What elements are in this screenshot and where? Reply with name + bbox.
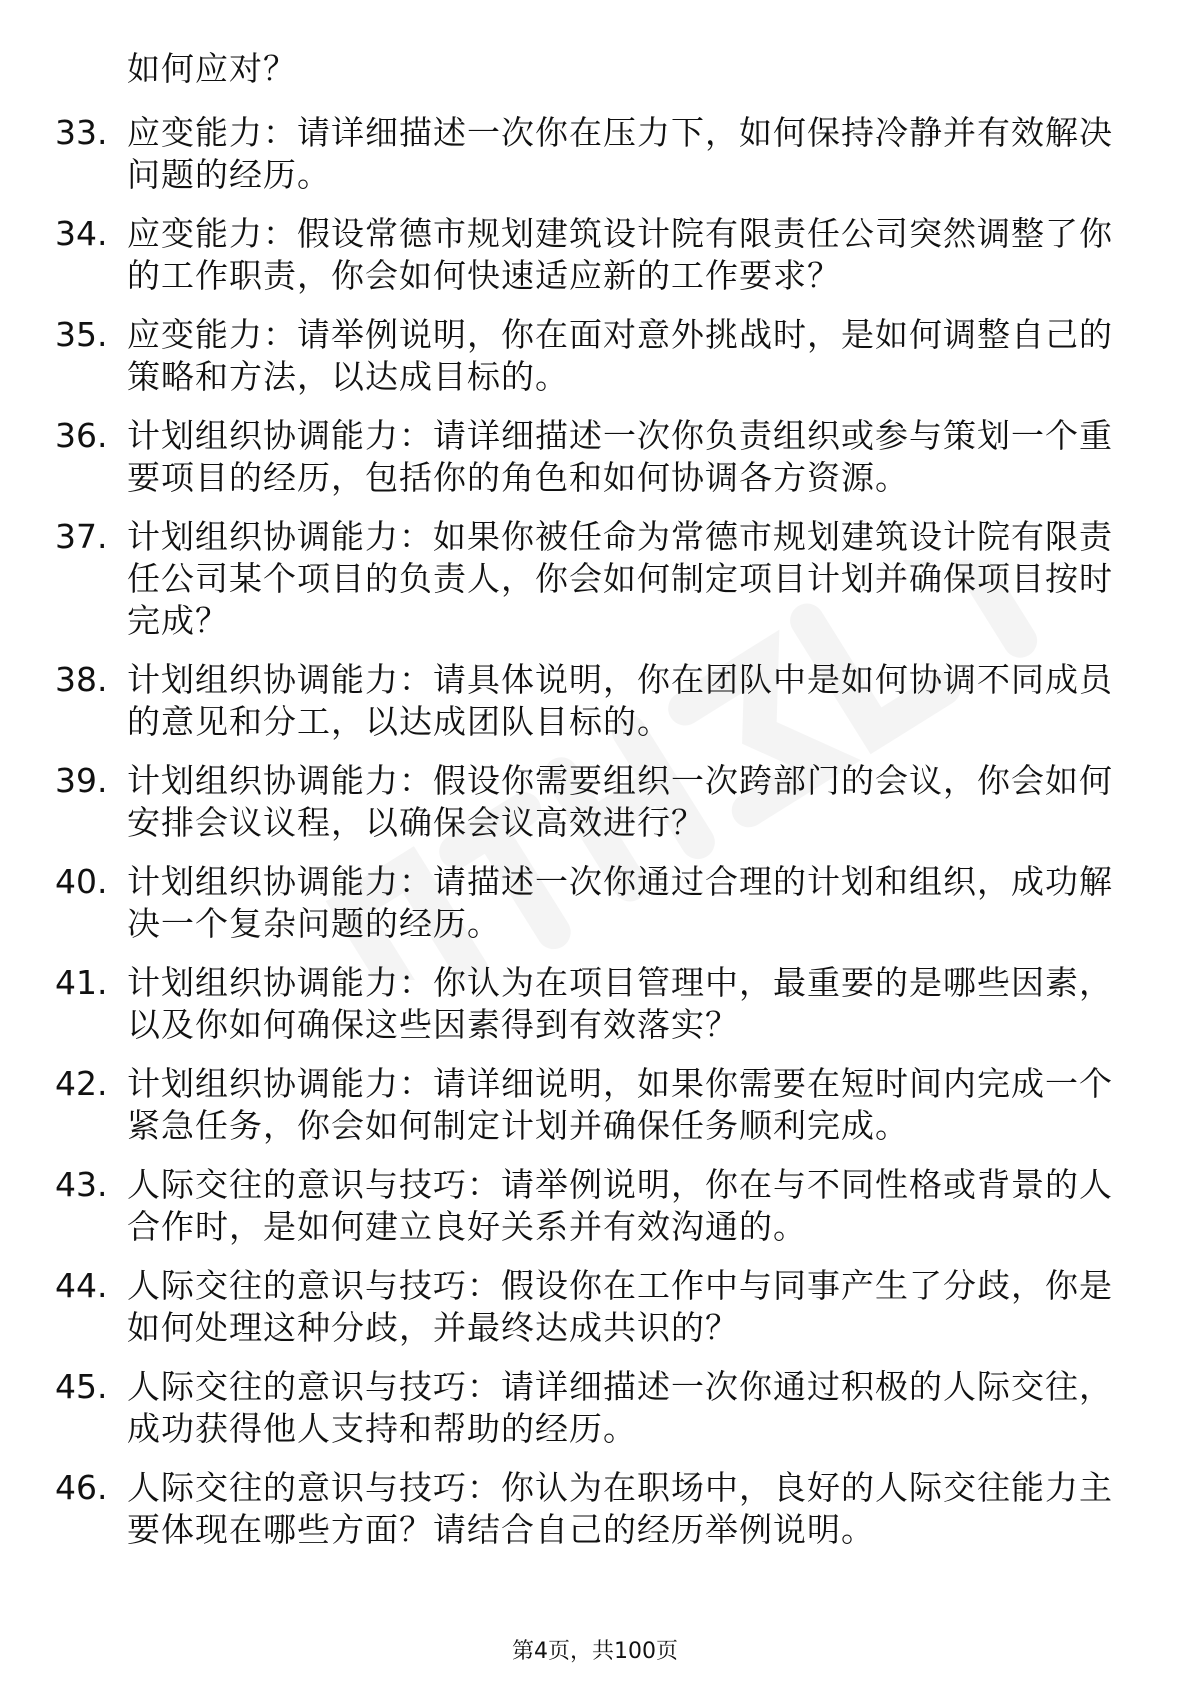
question-item (0, 1164, 1190, 1248)
question-text: 计划组织协调能力：假设你需要组织一次跨部门的会议，你会如何安排会议议程，以确保会议高效进行？ (127, 761, 1113, 842)
question-text: 计划组织协调能力：如果你被任命为常德市规划建筑设计院有限责任公司某个项目的负责人，你会如何制定项目计划并确保项目按时完成？ (127, 517, 1113, 640)
question-text: 人际交往的意识与技巧：请详细描述一次你通过积极的人际交往，成功获得他人支持和帮助的经历。 (127, 1367, 1113, 1448)
question-item (0, 962, 1190, 1046)
question-number: 46. (55, 1468, 108, 1507)
question-text: 应变能力：请举例说明，你在面对意外挑战时，是如何调整自己的策略和方法，以达成目标的。 (127, 315, 1113, 396)
question-text: 人际交往的意识与技巧：你认为在职场中，良好的人际交往能力主要体现在哪些方面？请结合自己的经历举例说明。 (127, 1468, 1113, 1549)
question-item (0, 213, 1190, 297)
question-item (0, 415, 1190, 499)
question-number: 34. (55, 214, 108, 253)
question-number: 35. (55, 315, 108, 354)
question-number: 43. (55, 1165, 108, 1204)
question-item (0, 1063, 1190, 1147)
question-text: 计划组织协调能力：请具体说明，你在团队中是如何协调不同成员的意见和分工，以达成团队目标的。 (127, 660, 1113, 741)
question-item (0, 1366, 1190, 1450)
question-item (0, 516, 1190, 642)
question-number: 44. (55, 1266, 108, 1305)
question-text: 计划组织协调能力：你认为在项目管理中，最重要的是哪些因素，以及你如何确保这些因素得到有效落实？ (127, 963, 1113, 1044)
question-number: 40. (55, 862, 108, 901)
continuation-text: 如何应对？ (127, 49, 297, 88)
question-number: 42. (55, 1064, 108, 1103)
question-number: 38. (55, 660, 108, 699)
question-text: 计划组织协调能力：请详细描述一次你负责组织或参与策划一个重要项目的经历，包括你的角色和如何协调各方资源。 (127, 416, 1113, 497)
question-number: 41. (55, 963, 108, 1002)
question-text: 应变能力：假设常德市规划建筑设计院有限责任公司突然调整了你的工作职责，你会如何快速适应新的工作要求？ (127, 214, 1113, 295)
question-number: 45. (55, 1367, 108, 1406)
question-item (0, 861, 1190, 945)
question-item (0, 659, 1190, 743)
question-number: 36. (55, 416, 108, 455)
question-item (0, 112, 1190, 196)
question-number: 37. (55, 517, 108, 556)
question-text: 人际交往的意识与技巧：假设你在工作中与同事产生了分歧，你是如何处理这种分歧，并最终达成共识的？ (127, 1266, 1113, 1347)
question-list (0, 112, 1190, 1568)
question-number: 33. (55, 113, 108, 152)
question-item (0, 1467, 1190, 1551)
question-text: 应变能力：请详细描述一次你在压力下，如何保持冷静并有效解决问题的经历。 (127, 113, 1113, 194)
question-item (0, 760, 1190, 844)
question-text: 计划组织协调能力：请详细说明，如果你需要在短时间内完成一个紧急任务，你会如何制定计划并确保任务顺利完成。 (127, 1064, 1113, 1145)
question-text: 计划组织协调能力：请描述一次你通过合理的计划和组织，成功解决一个复杂问题的经历。 (127, 862, 1113, 943)
question-text: 人际交往的意识与技巧：请举例说明，你在与不同性格或背景的人合作时，是如何建立良好关系并有效沟通的。 (127, 1165, 1113, 1246)
question-item (0, 314, 1190, 398)
question-number: 39. (55, 761, 108, 800)
page-footer: 第4页，共100页 (512, 1639, 678, 1664)
question-item (0, 1265, 1190, 1349)
